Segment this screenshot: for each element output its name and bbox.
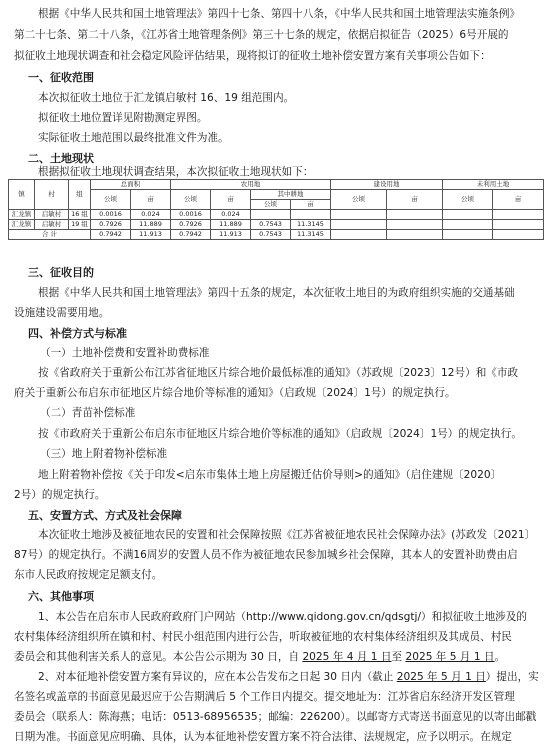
cell-total-ha: 0.0016: [91, 210, 131, 220]
cell-unused-mu: [493, 220, 544, 230]
intro-line-2: 第二十七条、第二十八条，《江苏省土地管理条例》第三十七条的规定，依据启拟征告（2025）6号开展的: [14, 29, 509, 41]
land-status-table: [8, 179, 544, 240]
section-5-para-1: 本次征收土地涉及被征地农民的安置和社会保障按照《江苏省被征地农民社会保障办法》(苏政发〔2021〕: [38, 529, 536, 541]
p4-date-deadline: 2025 年 5 月 1 日: [396, 671, 486, 683]
header-unused: 未利用土地: [443, 180, 544, 190]
header-farm: 农用地: [171, 180, 331, 190]
total-construction-ha: [331, 230, 387, 240]
cell-unused-mu: [493, 210, 544, 220]
section-1-para-2: 拟征收土地位置详见附勘测定界图。: [38, 112, 208, 124]
section-6-para-6: 委员会（联系人：陈海燕；电话：0513-68956535；邮编：226200）。以邮寄方式寄送书面意见的以寄出邮戳: [14, 711, 537, 723]
table-row: [9, 220, 544, 230]
header-zhen: 镇: [9, 180, 35, 210]
intro-line-3: 拟征收土地现状调查和社会稳定风险评估结果，现将拟订的征收土地补偿安置方案有关事项公告如下：: [14, 50, 491, 62]
cell-farm-ha: 0.0016: [171, 210, 211, 220]
p3-date-end: 2025 年 5 月 1 日: [405, 651, 495, 663]
total-unused-ha: [443, 230, 493, 240]
section-6-para-2: 农村集体经济组织所在镇和村、村民小组范围内进行公告，听取被征地的农村集体经济组织及其成员、村民: [14, 631, 512, 643]
cell-zu: 19 组: [69, 220, 91, 230]
cell-zhen: 汇龙镇: [9, 210, 35, 220]
section-4-title: 四、补偿方式与标准: [28, 327, 127, 340]
section-1-para-1: 本次拟征收土地位于汇龙镇启敏村 16、19 组范围内。: [38, 92, 295, 104]
total-label: 合 计: [9, 230, 91, 240]
section-3-title: 三、征收目的: [28, 266, 94, 279]
cell-unused-ha: [443, 220, 493, 230]
section-2-para-1: 根据拟征收土地现状调查结果，本次拟征收土地现状如下：: [38, 166, 314, 178]
p4-text-b: ）提出，实: [485, 671, 539, 683]
section-3-para-1: 根据《中华人民共和国土地管理法》第四十五条的规定，本次征收土地目的为政府组织实施的交通基础: [38, 287, 515, 299]
total-mu: 11.913: [131, 230, 171, 240]
total-gengdi-ha: 0.7543: [251, 230, 291, 240]
section-4-sub-3-para-1: 地上附着物补偿按《关于印发<启东市集体土地上房屋搬迁估价导则>的通知》（启住建规〔2020〕: [38, 469, 502, 481]
cell-farm-mu: 11.889: [211, 220, 251, 230]
section-6-para-5: 名签名或盖章的书面意见最迟应于公告期满后 5 个工作日内提交。提交地址为：江苏省启东经济开发区管理: [14, 691, 515, 703]
section-4-sub-2-para-1: 按《市政府关于重新公布启东市征地区片综合地价等标准的通知》（启政规〔2024〕1号）的规定执行。: [38, 428, 522, 440]
section-6-para-4: [38, 667, 542, 688]
table-row: [9, 210, 544, 220]
total-farm-ha: 0.7942: [171, 230, 211, 240]
cell-zu: 16 组: [69, 210, 91, 220]
header-gengdi-mu: 亩: [291, 200, 331, 210]
header-of-which: 其中耕地: [251, 190, 331, 200]
section-4-sub-1: （一）土地补偿费和安置补助费标准: [40, 347, 210, 359]
header-unused-mu: 亩: [493, 190, 544, 210]
header-construction-mu: 亩: [387, 190, 443, 210]
section-5-para-3: 东市人民政府按规定足额支付。: [14, 569, 163, 581]
header-total-ha: 公顷: [91, 190, 131, 210]
cell-cun: 启敏村: [35, 220, 69, 230]
section-1-title: 一、征收范围: [28, 71, 94, 84]
cell-unused-ha: [443, 210, 493, 220]
section-2-title: 二、土地现状: [28, 152, 94, 165]
cell-gengdi-mu: 11.3145: [291, 220, 331, 230]
cell-construction-mu: [387, 210, 443, 220]
section-5-para-2: 87号）的规定执行。不满16周岁的安置人员不作为被征地农民参加城乡社会保障，其本人的安置补助费由启: [14, 549, 518, 561]
section-6-para-3: [14, 647, 542, 668]
cell-farm-ha: 0.7926: [171, 220, 211, 230]
section-4-sub-1-para-2: 府关于重新公布启东市征地区片综合地价等标准的通知》（启政规〔2024〕1号）的规定执行。: [14, 387, 456, 399]
section-1-para-3: 实际征收土地范围以最终批准文件为准。: [38, 132, 229, 144]
cell-gengdi-ha: [251, 210, 291, 220]
p4-text-a: 2、对本征地补偿安置方案有异议的，应在本公告发布之日起 30 日内（截止: [38, 671, 397, 683]
header-unused-ha: 公顷: [443, 190, 493, 210]
cell-construction-ha: [331, 220, 387, 230]
section-5-title: 五、安置方式、方式及社会保障: [28, 509, 182, 522]
header-zu: 组: [69, 180, 91, 210]
total-gengdi-mu: 11.3145: [291, 230, 331, 240]
header-cun: 村: [35, 180, 69, 210]
cell-construction-mu: [387, 220, 443, 230]
cell-gengdi-mu: [291, 210, 331, 220]
cell-zhen: 汇龙镇: [9, 220, 35, 230]
section-6-para-7: 日期为准。书面意见应明确、具体，认为本征地补偿安置方案不符合法律、法规规定，应予以明示。在规定: [14, 731, 512, 743]
section-3-para-2: 设施建设需要用地。: [14, 307, 110, 319]
p3-text-a: 委员会和其他利害关系人的意见。本公告公示期为 30 日，自: [14, 651, 303, 663]
header-gengdi-ha: 公顷: [251, 200, 291, 210]
p3-text-c: 。: [494, 651, 506, 663]
total-farm-mu: 11.913: [211, 230, 251, 240]
cell-total-mu: 11.889: [131, 220, 171, 230]
cell-gengdi-ha: 0.7543: [251, 220, 291, 230]
p3-date-start: 2025 年 4 月 1 日: [302, 651, 392, 663]
cell-total-mu: 0.024: [131, 210, 171, 220]
header-total-mu: 亩: [131, 190, 171, 210]
cell-total-ha: 0.7926: [91, 220, 131, 230]
section-6-title: 六、其他事项: [28, 590, 94, 603]
total-ha: 0.7942: [91, 230, 131, 240]
table-total-row: [9, 230, 544, 240]
table-header-row-1: [9, 180, 544, 190]
cell-construction-ha: [331, 210, 387, 220]
section-4-sub-3: （三）地上附着物补偿标准: [40, 448, 168, 460]
section-6-para-1: 1、本公告在启东市人民政府政府门户网站（http://www.qidong.gov.cn/qdsgtj/）和拟征收土地涉及的: [38, 611, 527, 623]
header-construction: 建设用地: [331, 180, 443, 190]
cell-cun: 启敏村: [35, 210, 69, 220]
header-farm-mu: 亩: [211, 190, 251, 210]
section-4-sub-2: （二）青苗补偿标准: [40, 407, 136, 419]
header-farm-ha: 公顷: [171, 190, 211, 210]
intro-line-1: 根据《中华人民共和国土地管理法》第四十七条、第四十八条，《中华人民共和国土地管理法实施条例》: [38, 8, 521, 20]
header-construction-ha: 公顷: [331, 190, 387, 210]
cell-farm-mu: 0.024: [211, 210, 251, 220]
header-total: 总面积: [91, 180, 171, 190]
section-4-sub-3-para-2: 2号）的规定执行。: [14, 489, 106, 501]
total-construction-mu: [387, 230, 443, 240]
section-4-sub-1-para-1: 按《省政府关于重新公布江苏省征地区片综合地价最低标准的通知》（苏政规〔2023〕12号）和《市政: [38, 367, 519, 379]
total-unused-mu: [493, 230, 544, 240]
p3-text-b: 至: [391, 651, 406, 663]
